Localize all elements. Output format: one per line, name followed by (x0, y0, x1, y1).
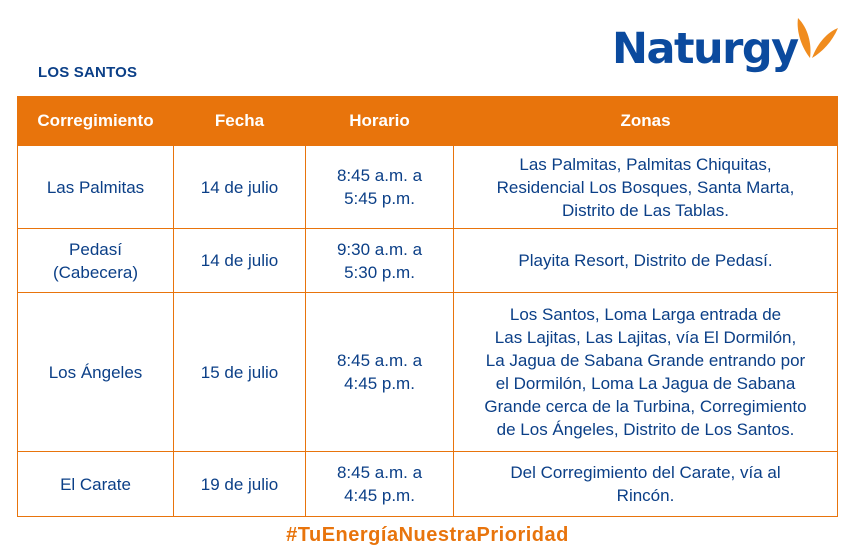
cell-line: Las Palmitas (46, 177, 145, 197)
cell-line: Residencial Los Bosques, Santa Marta, (496, 177, 795, 197)
cell-line: 4:45 p.m. (344, 374, 415, 393)
cell-corregimiento (18, 452, 174, 517)
cell-horario (306, 146, 454, 229)
cell-line: 9:30 a.m. a (336, 239, 423, 259)
cell-corregimiento (18, 146, 174, 229)
cell-line: de Los Ángeles, Distrito de Los Santos. (496, 420, 795, 439)
brand-name: Naturgy (612, 24, 798, 74)
cell-line: 4:45 p.m. (344, 486, 415, 505)
table-row (18, 293, 838, 452)
cell-line: La Jagua de Sabana Grande entrando por (485, 351, 806, 370)
cell-line: 8:45 a.m. a (336, 463, 423, 482)
header-zonas: Zonas (454, 97, 838, 146)
table-row (18, 452, 838, 517)
cell-line: 8:45 a.m. a (336, 166, 423, 185)
cell-line: Las Lajitas, Las Lajitas, vía El Dormilón, (494, 328, 797, 347)
cell-line: Del Corregimiento del Carate, vía al (510, 463, 781, 482)
cell-corregimiento (18, 293, 174, 452)
cell-line: Distrito de Las Tablas. (562, 200, 729, 220)
cell-line: Los Santos, Loma Larga entrada de (509, 305, 782, 324)
cell-zonas (454, 293, 838, 452)
cell-zonas (454, 452, 838, 517)
table-row (18, 146, 838, 229)
cell-corregimiento (18, 229, 174, 293)
region-title: LOS SANTOS (38, 64, 138, 81)
cell-horario (306, 229, 454, 293)
cell-line: Playita Resort, Distrito de Pedasí. (518, 251, 773, 270)
cell-line: (Cabecera) (52, 262, 139, 282)
cell-line: Grande cerca de la Turbina, Corregimiento (484, 397, 807, 416)
table-header-row (18, 97, 838, 146)
cell-line: Los Ángeles (48, 362, 143, 382)
header-fecha: Fecha (174, 97, 306, 146)
cell-zonas (454, 229, 838, 293)
cell-horario (306, 293, 454, 452)
naturgy-logo (612, 14, 842, 84)
cell-fecha: 14 de julio (174, 229, 306, 293)
cell-fecha: 14 de julio (174, 146, 306, 229)
header-corregimiento: Corregimiento (18, 97, 174, 146)
campaign-hashtag: #TuEnergíaNuestraPrioridad (286, 524, 569, 546)
table-row (18, 229, 838, 293)
cell-fecha: 15 de julio (174, 293, 306, 452)
header-horario: Horario (306, 97, 454, 146)
cell-fecha: 19 de julio (174, 452, 306, 517)
cell-line: Rincón. (616, 486, 675, 505)
cell-horario (306, 452, 454, 517)
butterfly-icon (792, 14, 842, 66)
cell-line: Pedasí (69, 239, 122, 259)
cell-line: 5:30 p.m. (344, 262, 415, 282)
cell-line: el Dormilón, Loma La Jagua de Sabana (495, 374, 796, 393)
cell-zonas (454, 146, 838, 229)
cell-line: Las Palmitas, Palmitas Chiquitas, (519, 154, 772, 174)
cell-line: 5:45 p.m. (344, 189, 415, 208)
cell-line: El Carate (60, 474, 131, 494)
schedule-table (17, 96, 838, 517)
cell-line: 8:45 a.m. a (336, 351, 423, 370)
